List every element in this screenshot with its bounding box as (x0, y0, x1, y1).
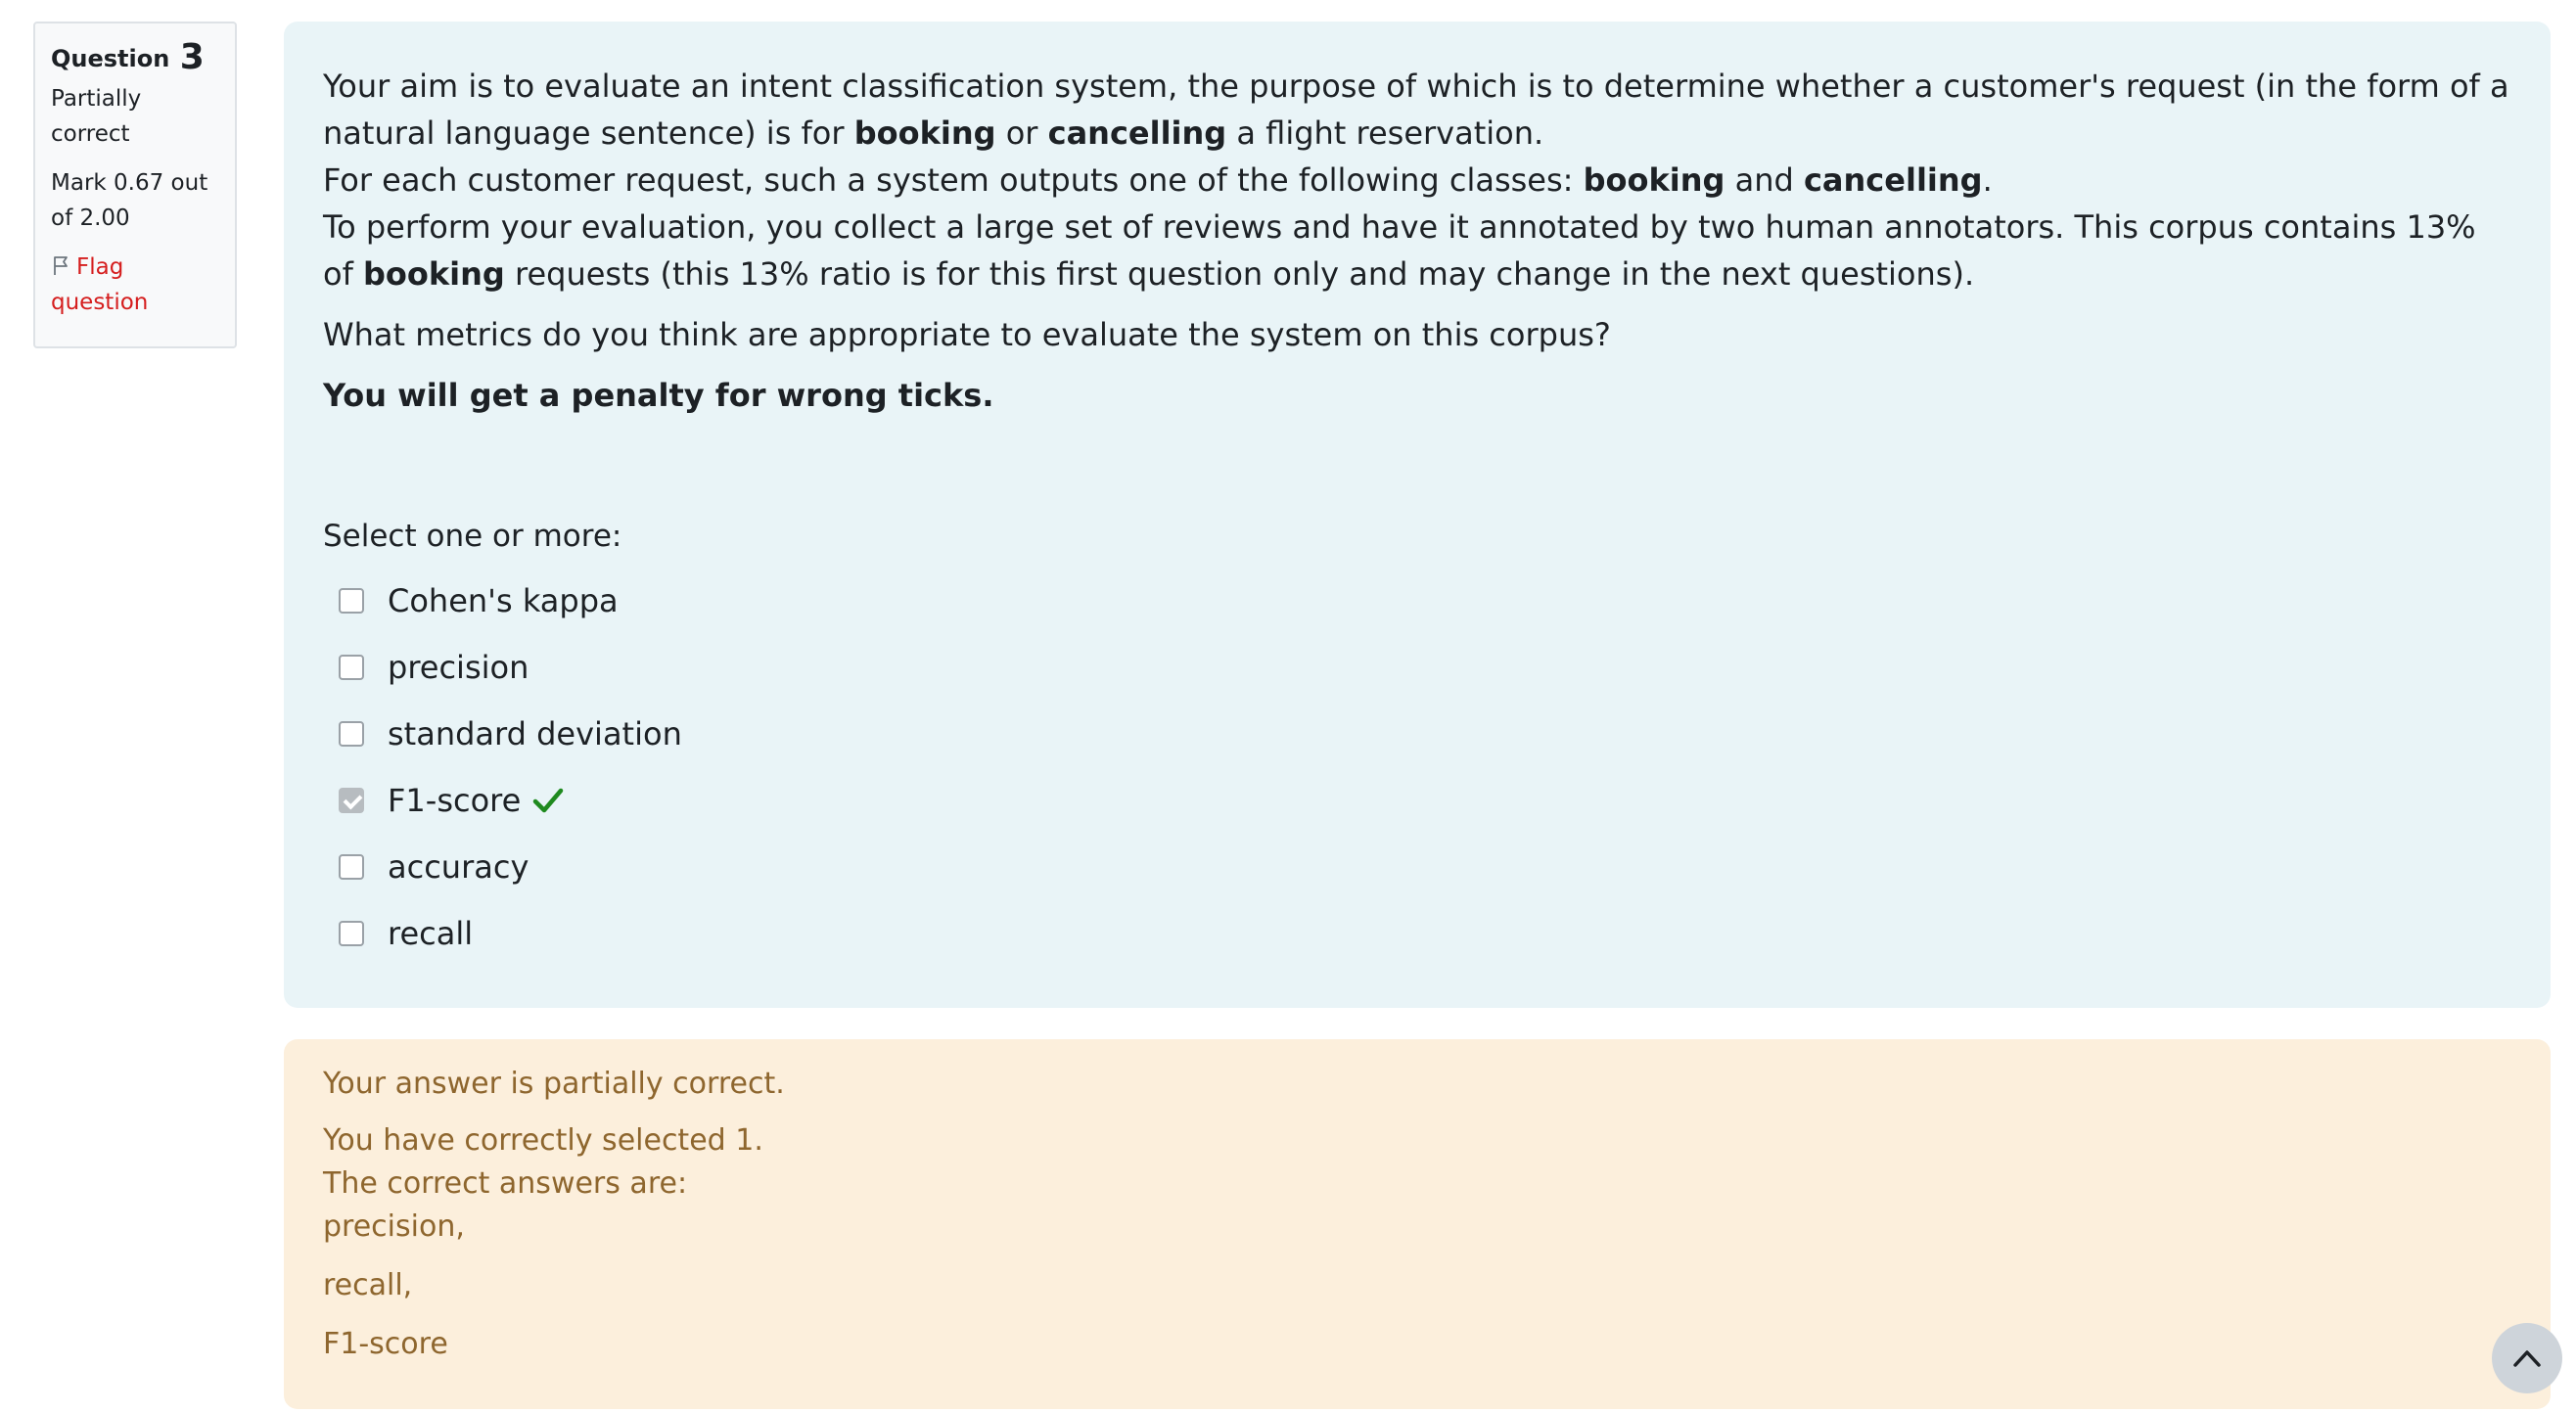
option-cohens-kappa[interactable] (323, 568, 2511, 634)
question-text-span: and (1725, 161, 1804, 199)
correct-check-icon (532, 787, 564, 814)
option-label: precision (388, 649, 529, 686)
option-recall[interactable] (323, 900, 2511, 967)
question-text-span: a flight reservation. (1226, 114, 1544, 152)
feedback-selected-count: You have correctly selected 1. (323, 1123, 763, 1158)
feedback-correct-answer: recall, (323, 1268, 413, 1302)
feedback-correct-answer: precision, (323, 1209, 465, 1244)
option-label: standard deviation (388, 715, 682, 752)
question-text-bold: booking (853, 114, 996, 152)
option-label: F1-score (388, 782, 522, 819)
question-info-panel (33, 22, 237, 348)
feedback-correct-intro: The correct answers are: (323, 1166, 688, 1201)
question-text-span: Your aim is to evaluate an intent classification system, the purpose of which is to determine whether a customer's request (in the form of a natural language sentence) is for (323, 68, 2509, 152)
question-grade: Mark 0.67 out of 2.00 (51, 170, 208, 231)
question-text-span: For each customer request, such a system outputs one of the following classes: (323, 161, 1584, 199)
question-label: Question (51, 45, 170, 72)
option-label: accuracy (388, 848, 529, 886)
question-text-bold: cancelling (1803, 161, 1983, 199)
question-text-bold: booking (1583, 161, 1725, 199)
option-label: recall (388, 915, 474, 952)
chevron-up-icon (2512, 1348, 2542, 1368)
question-number (51, 37, 219, 77)
answer-options (323, 568, 2511, 967)
option-checkbox[interactable] (339, 854, 364, 880)
select-prompt: Select one or more: (323, 519, 622, 554)
option-checkbox[interactable] (339, 588, 364, 614)
question-paragraph-1 (323, 63, 2511, 297)
option-label: Cohen's kappa (388, 582, 619, 619)
option-checkbox-checked[interactable] (339, 788, 364, 813)
option-checkbox[interactable] (339, 721, 364, 747)
question-number-value: 3 (179, 37, 205, 77)
option-precision[interactable] (323, 634, 2511, 701)
option-checkbox[interactable] (339, 655, 364, 680)
option-accuracy[interactable] (323, 834, 2511, 900)
question-text-span: To perform your evaluation, you collect a large set of reviews and have it annotated by two human annotators. This corpus contains 13% of (323, 208, 2476, 293)
question-text (323, 63, 2511, 419)
feedback-correct-answer: F1-score (323, 1327, 448, 1361)
question-text-span: requests (this 13% ratio is for this first question only and may change in the next questions). (504, 255, 1975, 293)
flag-question-link[interactable] (51, 250, 219, 320)
option-checkbox[interactable] (339, 921, 364, 946)
question-text-span: or (995, 114, 1048, 152)
question-text-bold: booking (363, 255, 505, 293)
question-state: Partially correct (51, 86, 142, 147)
penalty-warning: You will get a penalty for wrong ticks. (323, 377, 994, 414)
option-f1-score[interactable] (323, 767, 2511, 834)
question-formulation (284, 22, 2551, 1008)
feedback-status: Your answer is partially correct. (323, 1067, 785, 1101)
feedback-panel (284, 1039, 2551, 1409)
flag-icon (51, 255, 72, 277)
flag-question-label: Flag question (51, 254, 149, 315)
option-standard-deviation[interactable] (323, 701, 2511, 767)
question-text-bold: cancelling (1047, 114, 1227, 152)
question-paragraph-2: What metrics do you think are appropriate to evaluate the system on this corpus? (323, 316, 1611, 353)
back-to-top-button[interactable] (2492, 1323, 2562, 1393)
question-text-span: . (1982, 161, 1993, 199)
